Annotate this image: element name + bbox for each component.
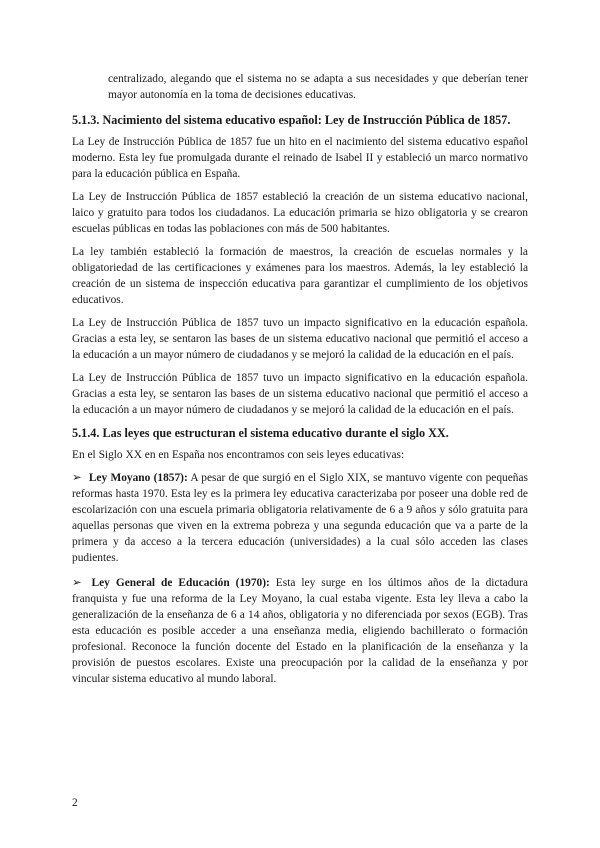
paragraph: La ley también estableció la formación de maestros, la creación de escuelas normales y la obligatoriedad de las certificaciones y exámenes para los maestros. Además, la ley estableció la creación de un sistema de inspección educativa para garantizar el cumplimiento de los objetivos educativos. (72, 246, 528, 306)
section-514-intro: En el Siglo XX en en España nos encontramos con seis leyes educativas: (72, 449, 405, 461)
page-content (72, 71, 528, 696)
section-514-heading: 5.1.4. Las leyes que estructuran el sistema educativo durante el siglo XX. (72, 426, 449, 440)
paragraph: La Ley de Instrucción Pública de 1857 tuvo un impacto significativo en la educación española. Gracias a esta ley, se sentaron las bases de un sistema educativo nacional que permitió el acceso a la educación a un mayor número de ciudadanos y se mejoró la calidad de la educación en el país. (72, 317, 528, 361)
law-title: Ley Moyano (1857): (88, 472, 188, 484)
law-title: Ley General de Educación (1970): (91, 577, 270, 589)
arrow-bullet-icon: ➢ (72, 577, 82, 589)
page-number: 2 (72, 797, 78, 809)
law-text: Esta ley surge en los últimos años de la dictadura franquista y fue una reforma de la Ley Moyano, la cual estaba vigente. Esta ley lleva a cabo la generalización de la enseñanza de 6 a 14 años, obligatoria y no diferenciada por sexos (EGB). Tras esta educación es posible acceder a una enseñanza media, eligiendo bachillerato o formación profesional. Reconoce la función docente del Estado en la planificación de la enseñanza y la provisión de puestos escolares. Existe una preocupación por la calidad de la enseñanza y por vincular sistema educativo al mundo laboral. (72, 577, 528, 685)
law-text: A pesar de que surgió en el Siglo XIX, se mantuvo vigente con pequeñas reformas hasta 1970. Esta ley es la primera ley educativa caracterizaba por poseer una doble red de escolarización con una escuela primaria obligatoria relativamente de 6 a 9 años y sólo gratuita para aquellas personas que viven en la extrema pobreza y una segunda educación que va a parte de la primera y da acceso a la tercera educación (universidades) a la cual sólo acceden las clases pudientes. (72, 472, 528, 564)
law-item-moyano (72, 470, 528, 566)
paragraph: La Ley de Instrucción Pública de 1857 estableció la creación de un sistema educativo nacional, laico y gratuito para todos los ciudadanos. La educación primaria se hizo obligatoria y se crearon escuelas públicas en todas las poblaciones con más de 500 habitantes. (72, 191, 528, 235)
paragraph: La Ley de Instrucción Pública de 1857 fue un hito en el nacimiento del sistema educativo español moderno. Esta ley fue promulgada durante el reinado de Isabel II y estableció un marco normativo para la educación pública en España. (72, 136, 528, 180)
paragraph: La Ley de Instrucción Pública de 1857 tuvo un impacto significativo en la educación española. Gracias a esta ley, se sentaron las bases de un sistema educativo nacional que permitió el acceso a la educación a un mayor número de ciudadanos y se mejoró la calidad de la educación en el país. (72, 372, 528, 416)
section-513-heading: 5.1.3. Nacimiento del sistema educativo español: Ley de Instrucción Pública de 1857. (72, 113, 511, 127)
law-item-general-educacion (72, 575, 528, 687)
arrow-bullet-icon: ➢ (72, 472, 82, 484)
continuation-paragraph: centralizado, alegando que el sistema no se adapta a sus necesidades y que deberían tener mayor autonomía en la toma de decisiones educativas. (108, 73, 528, 101)
